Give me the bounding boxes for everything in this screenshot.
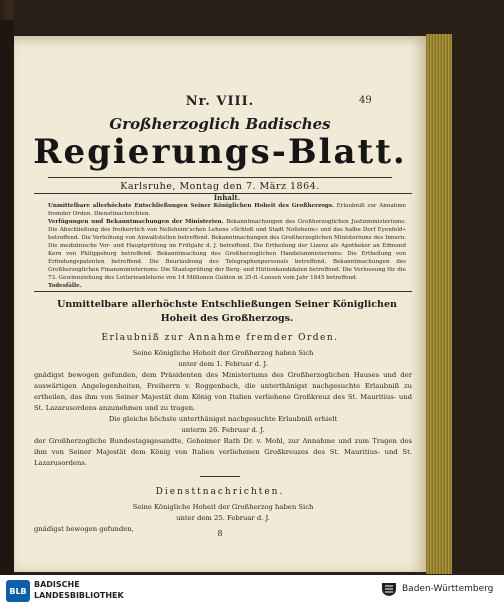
page-number: 49 bbox=[359, 95, 372, 106]
section-divider bbox=[200, 476, 240, 477]
blb-logo[interactable]: BLB bbox=[6, 580, 30, 602]
issue-number: Nr. VIII. bbox=[185, 94, 255, 109]
p1-text: gnädigst bewogen gefunden, dem Präsidenten des Ministeriums des Großherzoglichen Hauses und der auswärtigen Angelegenheiten, Freiherrn v. Roggenbach, die unterthänigst nachgesuchte Erlaubniß zu ertheilen, das ihm von Seiner Majestät dem König von Italien verliehene Großkreuz des St. Mauritius- und St. Lazarusordens anzunehmen und zu tragen. bbox=[34, 371, 412, 412]
toc-part2-text: Bekanntmachungen des Großherzoglichen Justizministeriums: Die Abschließung des freiherrlich von Nollsheim'schen Lehens »Schloß und Stadt Nollsheim« und das halbe Dorf Eyenfeld« betreffend. Die Verleihung von Anwaltstellen betreffend. Bekanntmachungen des Großherzoglichen Ministeriums des Innern: Die medizinische Vor- und Hauptprüfung im Frühjahr d. J. betreffend. Die Ertheilung der Lizenz als Apotheker an Edmund Kern von Philippsburg betreffend. Bekanntmachung des Großherzoglichen Handelsministeriums: Die Ertheilung von Erfindungspatenten betreffend. Die Beurlaubung des Telegraphenpersonals betreffend. Bekanntmachungen des Großherzoglichen Finanzministeriums: Die Staatsprüfung der Berg- und Hüttenkandidaten betreffend. Die Verloosung für die 73. Gewinnziehung des Lotterieanlehens von 14 Millionen Gulden in 35-fl.-Loosen vom Jahr 1845 betreffend. bbox=[48, 219, 406, 281]
masthead-title: Regierungs-Blatt. bbox=[33, 132, 407, 172]
subsection-heading-service: Diensttnachrichten. bbox=[155, 487, 285, 497]
document-page bbox=[14, 36, 426, 572]
toc-part2-heading: Verfügungen und Bekanntmachungen der Ministerien. bbox=[48, 219, 224, 225]
p1-date: unter dem 1. Februar d. J. bbox=[178, 360, 268, 368]
page-edges bbox=[426, 34, 452, 574]
toc-part1-heading: Unmittelbare allerhöchste Entschließungen Seiner Königlichen Hoheit des Großherzogs. bbox=[48, 203, 334, 209]
p2-date: unterm 26. Februar d. J. bbox=[181, 426, 265, 434]
paragraph-1 bbox=[34, 348, 412, 469]
sheet-signature: 8 bbox=[217, 529, 223, 538]
library-name-line2: LANDESBIBLIOTHEK bbox=[34, 591, 124, 600]
p3-intro: Seine Königliche Hoheit der Großherzog haben Sich bbox=[132, 503, 314, 511]
book-spine bbox=[0, 20, 14, 575]
p2-intro: Die gleiche höchste unterthänigst nachgesuchte Erlaubniß erhielt bbox=[108, 415, 338, 423]
toc-part3-heading: Todesfälle. bbox=[48, 283, 82, 289]
coat-of-arms-icon bbox=[380, 581, 398, 597]
p3-text: gnädigst bewogen gefunden, bbox=[34, 525, 134, 533]
toc-heading: Inhalt. bbox=[213, 193, 241, 202]
library-name[interactable] bbox=[34, 579, 124, 601]
library-name-line1: BADISCHE bbox=[34, 580, 80, 589]
p3-date: unter dem 25. Februar d. J. bbox=[176, 514, 270, 522]
dateline: Karlsruhe, Montag den 7. März 1864. bbox=[120, 181, 320, 192]
p1-intro: Seine Königliche Hoheit der Großherzog haben Sich bbox=[132, 349, 314, 357]
section-heading: Unmittelbare allerhöchste Entschließungen Seiner Königlichen Hoheit des Großherzogs. bbox=[57, 299, 397, 324]
toc-part1-text: Erlaubniß zur Annahme fremder Orden. Diensttnachrichten. bbox=[48, 203, 406, 217]
masthead-subtitle: Großherzoglich Badisches bbox=[109, 115, 331, 133]
bw-text: Baden-Württemberg bbox=[402, 584, 494, 594]
masthead-rule bbox=[48, 177, 392, 178]
subsection-heading-orders: Erlaubniß zur Annahme fremder Orden. bbox=[101, 333, 339, 343]
toc-bottom-rule bbox=[34, 291, 412, 292]
bw-logo[interactable] bbox=[380, 581, 493, 597]
table-of-contents bbox=[48, 194, 406, 290]
p2-text: der Großherzogliche Bundestagsgesandte, Geheimer Rath Dr. v. Mohl, zur Annahme und zum Tragen des ihm von Seiner Majestät dem König von Italien verliehenen Großkreuzes des St. Mauritius- und St. Lazarusordens. bbox=[34, 437, 412, 467]
